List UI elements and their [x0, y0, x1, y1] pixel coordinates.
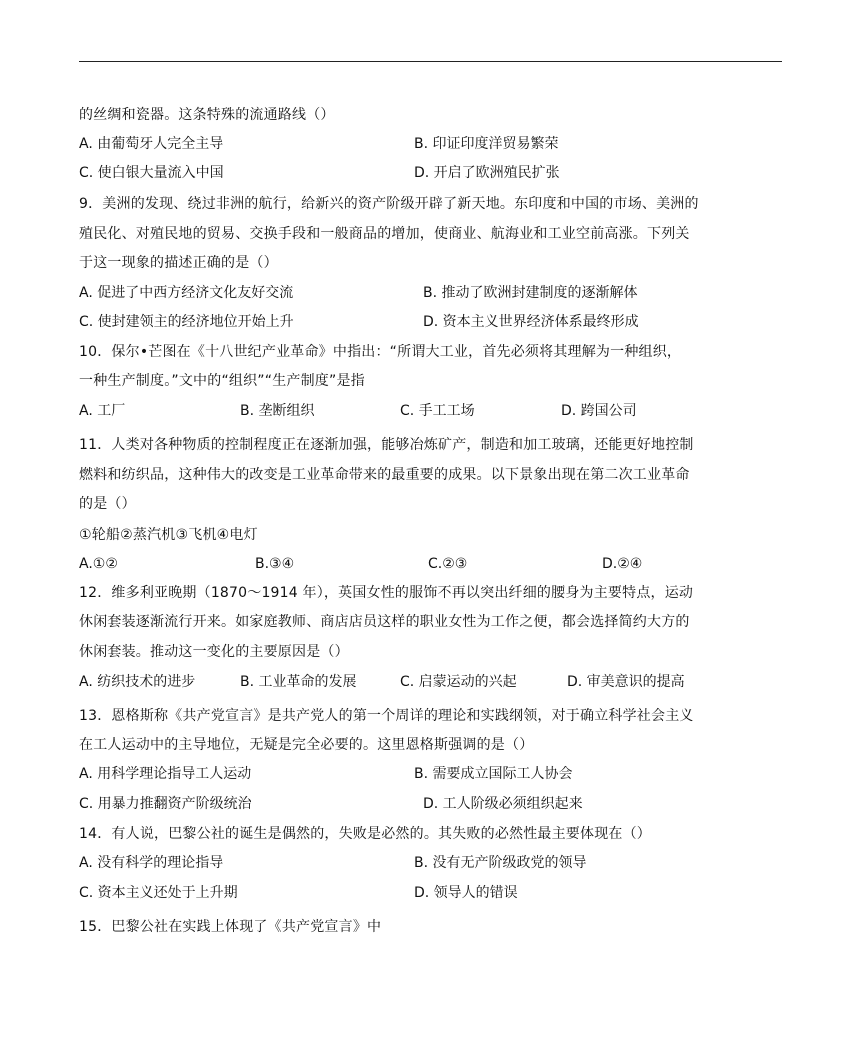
q10-option-c: C. 手工工场 — [400, 403, 475, 419]
q12-option-c: C. 启蒙运动的兴起 — [400, 674, 517, 690]
q9-line-3: 于这一现象的描述正确的是（） — [79, 255, 278, 271]
q8-continuation: 的丝绸和瓷器。这条特殊的流通路线（） — [79, 107, 335, 123]
q13-option-d: D. 工人阶级必须组织起来 — [423, 796, 583, 812]
q8-option-b: B. 印证印度洋贸易繁荣 — [414, 136, 559, 152]
q10-option-b: B. 垄断组织 — [240, 403, 315, 419]
q14-option-d: D. 领导人的错误 — [414, 885, 518, 901]
q10-line-2: 一种生产制度。”文中的“组织”“生产制度”是指 — [79, 373, 365, 389]
q11-line-3: 的是（） — [79, 496, 136, 512]
q12-line-1: 12．维多利亚晚期（1870～1914 年），英国女性的服饰不再以突出纤细的腰身为主要特点，运动 — [79, 585, 694, 601]
q11-option-b: B.③④ — [255, 556, 295, 572]
q14-option-a: A. 没有科学的理论指导 — [79, 855, 224, 871]
q9-option-c: C. 使封建领主的经济地位开始上升 — [79, 314, 294, 330]
q14-option-c: C. 资本主义还处于上升期 — [79, 885, 238, 901]
q13-line-2: 在工人运动中的主导地位，无疑是完全必要的。这里恩格斯强调的是（） — [79, 737, 534, 753]
q10-option-a: A. 工厂 — [79, 403, 126, 419]
q9-option-b: B. 推动了欧洲封建制度的逐渐解体 — [423, 285, 638, 301]
q12-option-b: B. 工业革命的发展 — [240, 674, 357, 690]
q14-line-1: 14．有人说，巴黎公社的诞生是偶然的，失败是必然的。其失败的必然性最主要体现在（） — [79, 826, 652, 842]
q8-option-a: A. 由葡萄牙人完全主导 — [79, 136, 224, 152]
q8-option-d: D. 开启了欧洲殖民扩张 — [414, 165, 560, 181]
q10-option-d: D. 跨国公司 — [561, 403, 637, 419]
q9-option-a: A. 促进了中西方经济文化友好交流 — [79, 285, 294, 301]
q8-option-c: C. 使白银大量流入中国 — [79, 165, 224, 181]
q12-line-3: 休闲套装。推动这一变化的主要原因是（） — [79, 644, 349, 660]
q9-option-d: D. 资本主义世界经济体系最终形成 — [423, 314, 639, 330]
q13-option-c: C. 用暴力推翻资产阶级统治 — [79, 796, 252, 812]
q11-line-1: 11．人类对各种物质的控制程度正在逐渐加强，能够冶炼矿产，制造和加工玻璃，还能更好地控制 — [79, 437, 694, 453]
q15-line-1: 15．巴黎公社在实践上体现了《共产党宣言》中 — [79, 919, 382, 935]
q11-option-d: D.②④ — [602, 556, 643, 572]
q11-option-a: A.①② — [79, 556, 118, 572]
q14-option-b: B. 没有无产阶级政党的领导 — [414, 855, 587, 871]
header-rule — [79, 61, 782, 62]
q13-option-b: B. 需要成立国际工人协会 — [414, 766, 573, 782]
q10-line-1: 10．保尔•芒图在《十八世纪产业革命》中指出：“所谓大工业，首先必须将其理解为一种组织， — [79, 344, 682, 360]
q11-option-c: C.②③ — [428, 556, 468, 572]
q13-line-1: 13．恩格斯称《共产党宣言》是共产党人的第一个周详的理论和实践纲领，对于确立科学社会主义 — [79, 708, 694, 724]
q12-option-d: D. 审美意识的提高 — [567, 674, 685, 690]
q9-line-1: 9．美洲的发现、绕过非洲的航行，给新兴的资产阶级开辟了新天地。东印度和中国的市场、美洲的 — [79, 196, 699, 212]
q11-line-2: 燃料和纺织品，这种伟大的改变是工业革命带来的最重要的成果。以下景象出现在第二次工业革命 — [79, 467, 690, 483]
q11-items: ①轮船②蒸汽机③飞机④电灯 — [79, 527, 258, 543]
q13-option-a: A. 用科学理论指导工人运动 — [79, 766, 252, 782]
q12-option-a: A. 纺织技术的进步 — [79, 674, 196, 690]
q12-line-2: 休闲套装逐渐流行开来。如家庭教师、商店店员这样的职业女性为工作之便，都会选择简约大方的 — [79, 614, 690, 630]
q9-line-2: 殖民化、对殖民地的贸易、交换手段和一般商品的增加，使商业、航海业和工业空前高涨。下列关 — [79, 226, 690, 242]
